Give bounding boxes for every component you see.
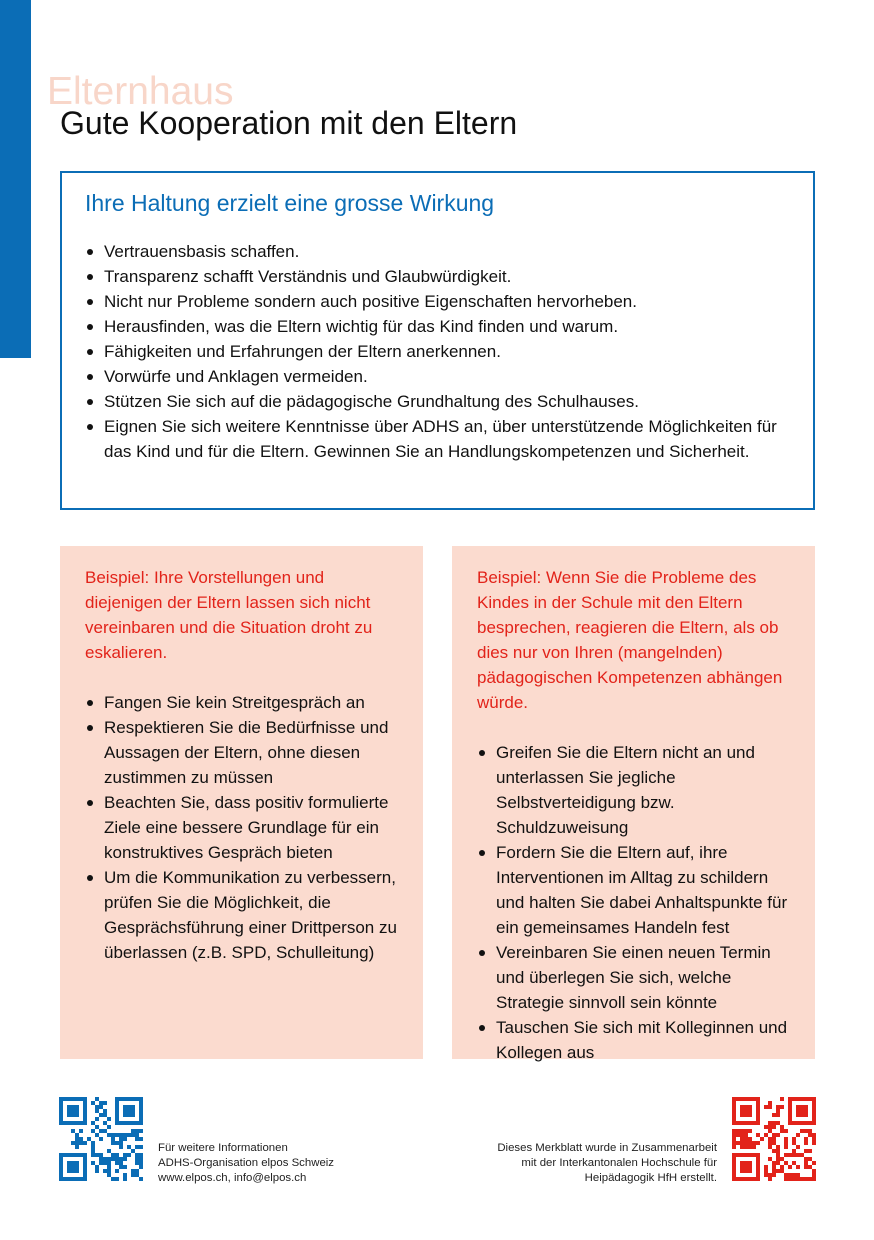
list-item: Respektieren Sie die Bedürfnisse und Aussagen der Eltern, ohne diesen zustimmen zu müssen xyxy=(85,715,403,790)
footer-contact-text xyxy=(158,1141,334,1186)
list-item: Beachten Sie, dass positiv formulierte Ziele eine bessere Grundlage für ein konstruktives Gespräch bieten xyxy=(85,790,403,865)
list-item: Herausfinden, was die Eltern wichtig für das Kind finden und warum. xyxy=(85,314,789,339)
example-list xyxy=(477,740,795,1065)
list-item: Eignen Sie sich weitere Kenntnisse über ADHS an, über unterstützende Möglichkeiten für das Kind und für die Eltern. Gewinnen Sie an Handlungskompetenzen und Sicherheit. xyxy=(85,414,789,464)
footer-line: www.elpos.ch, info@elpos.ch xyxy=(158,1172,307,1184)
list-item: Transparenz schafft Verständnis und Glaubwürdigkeit. xyxy=(85,264,789,289)
list-item: Fordern Sie die Eltern auf, ihre Interventionen im Alltag zu schildern und halten Sie dabei Anhaltspunkte für ein gemeinsames Handeln fest xyxy=(477,840,795,940)
footer-line: ADHS-Organisation elpos Schweiz xyxy=(158,1157,334,1169)
qr-code-icon[interactable] xyxy=(732,1097,816,1181)
attitude-box xyxy=(60,171,815,510)
footer-line: Heipädagogik HfH erstellt. xyxy=(584,1172,717,1184)
example-panel-left xyxy=(60,546,423,1059)
example-lead: Beispiel: Wenn Sie die Probleme des Kindes in der Schule mit den Eltern besprechen, reagieren die Eltern, als ob dies nur von Ihren (mangelnden) pädagogischen Kompetenzen abhängen würde. xyxy=(477,568,783,712)
list-item: Vereinbaren Sie einen neuen Termin und überlegen Sie sich, welche Strategie sinnvoll sein könnte xyxy=(477,940,795,1015)
footer-line: mit der Interkantonalen Hochschule für xyxy=(521,1157,717,1169)
page-title: Gute Kooperation mit den Eltern xyxy=(60,105,518,141)
list-item: Um die Kommunikation zu verbessern, prüfen Sie die Möglichkeit, die Gesprächsführung einer Drittperson zu überlassen (z.B. SPD, Schulleitung) xyxy=(85,865,403,965)
qr-code-icon[interactable] xyxy=(59,1097,143,1181)
footer-credit-text xyxy=(497,1141,717,1186)
attitude-heading: Ihre Haltung erzielt eine grosse Wirkung xyxy=(85,190,495,216)
list-item: Fangen Sie kein Streitgespräch an xyxy=(85,690,403,715)
example-panel-right xyxy=(452,546,815,1062)
list-item: Greifen Sie die Eltern nicht an und unterlassen Sie jegliche Selbstverteidigung bzw. Schuldzuweisung xyxy=(477,740,795,840)
footer-contact xyxy=(59,1097,389,1187)
list-item: Tauschen Sie sich mit Kolleginnen und Kollegen aus xyxy=(477,1015,795,1065)
list-item: Vertrauensbasis schaffen. xyxy=(85,239,789,264)
footer-credit xyxy=(460,1097,816,1187)
side-accent-bar xyxy=(0,0,31,358)
list-item: Stützen Sie sich auf die pädagogische Grundhaltung des Schulhauses. xyxy=(85,389,789,414)
footer-line: Dieses Merkblatt wurde in Zusammenarbeit xyxy=(497,1142,717,1154)
list-item: Fähigkeiten und Erfahrungen der Eltern anerkennen. xyxy=(85,339,789,364)
example-lead: Beispiel: Ihre Vorstellungen und diejenigen der Eltern lassen sich nicht vereinbaren und die Situation droht zu eskalieren. xyxy=(85,568,373,662)
footer-line: Für weitere Informationen xyxy=(158,1142,288,1154)
example-list xyxy=(85,690,403,965)
section-kicker: Elternhaus xyxy=(47,70,234,113)
list-item: Nicht nur Probleme sondern auch positive Eigenschaften hervorheben. xyxy=(85,289,789,314)
list-item: Vorwürfe und Anklagen vermeiden. xyxy=(85,364,789,389)
attitude-list xyxy=(85,239,789,464)
